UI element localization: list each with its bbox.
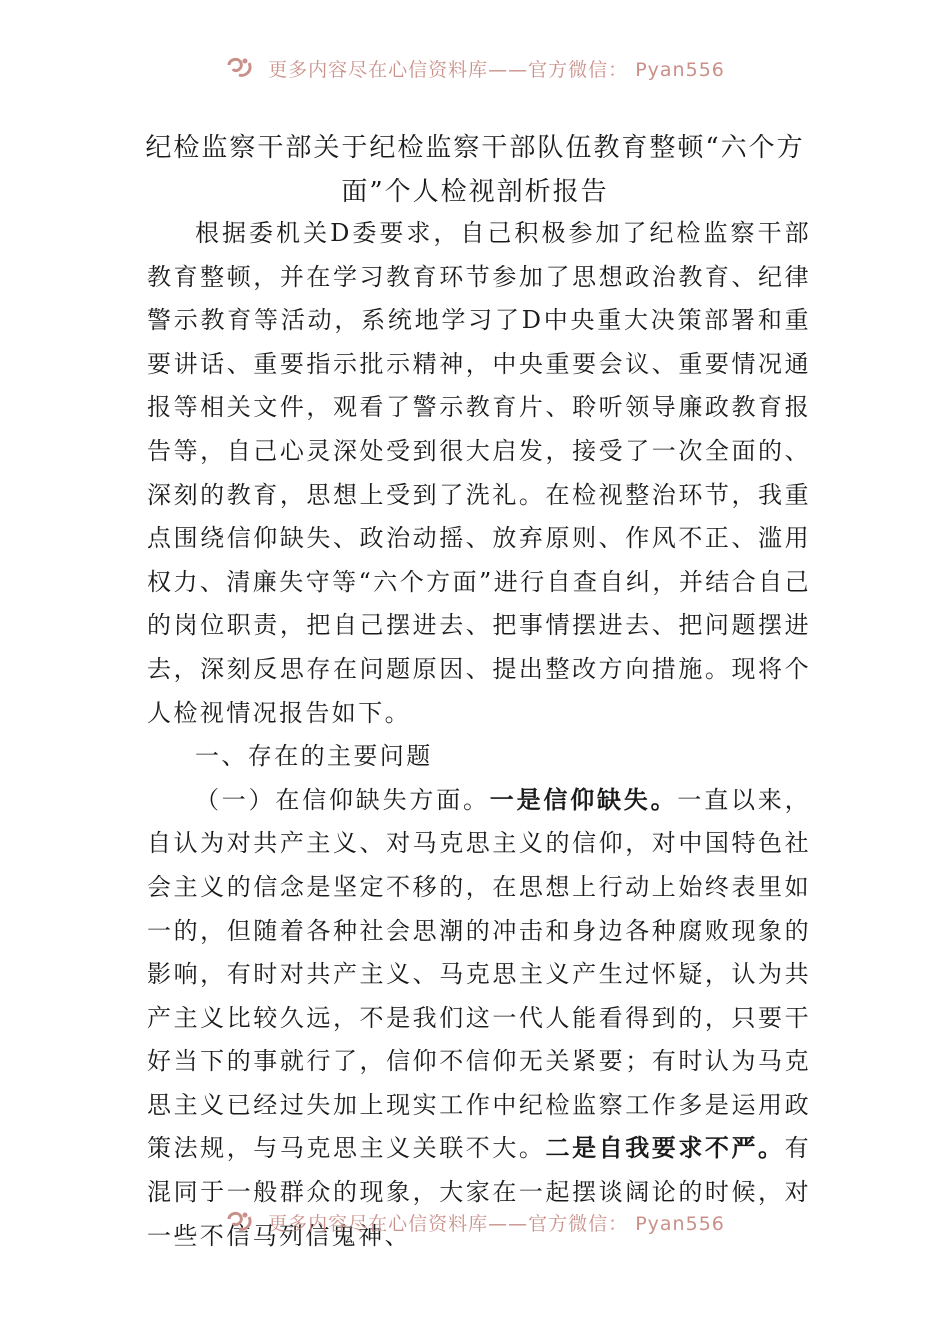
- watermark-logo-icon: [225, 55, 255, 86]
- document-title: [120, 126, 830, 214]
- subsection-lead: （一）在信仰缺失方面。: [195, 785, 490, 814]
- document-body: [147, 212, 811, 1258]
- section-heading-1: 一、存在的主要问题: [195, 742, 433, 771]
- point-2-label: 二是自我要求不严。: [545, 1134, 785, 1163]
- watermark-text: 更多内容尽在心信资料库——官方微信： Pyan556: [268, 59, 725, 81]
- title-line-1: 纪检监察干部关于纪检监察干部队伍教育整顿“六个方: [145, 133, 805, 163]
- point-2-text: 有混同于一般群众的现象，大家在一起摆谈阔论的时候，对一些不信马列信鬼神、: [147, 1134, 811, 1250]
- watermark-text: 更多内容尽在心信资料库——官方微信： Pyan556: [268, 1213, 725, 1235]
- point-1-label: 一是信仰缺失。: [489, 785, 678, 814]
- intro-paragraph: 根据委机关D委要求，自己积极参加了纪检监察干部教育整顿，并在学习教育环节参加了思想政治教育、纪律警示教育等活动，系统地学习了D中央重大决策部署和重要讲话、重要指示批示精神，中央重要会议、重要情况通报等相关文件，观看了警示教育片、聆听领导廉政教育报告等，自己心灵深处受到很大启发，接受了一次全面的、深刻的教育，思想上受到了洗礼。在检视整治环节，我重点围绕信仰缺失、政治动摇、放弃原则、作风不正、滥用权力、清廉失守等“六个方面”进行自查自纠，并结合自己的岗位职责，把自己摆进去、把事情摆进去、把问题摆进去，深刻反思存在问题原因、提出整改方向措施。现将个人检视情况报告如下。: [147, 219, 811, 727]
- header-watermark: [0, 52, 950, 92]
- subsection-paragraph-1: [147, 779, 811, 1259]
- footer-watermark: [0, 1206, 950, 1246]
- watermark-logo-icon: [225, 1209, 255, 1240]
- point-1-text: 一直以来，自认为对共产主义、对马克思主义的信仰，对中国特色社会主义的信念是坚定不移的，在思想上行动上始终表里如一的，但随着各种社会思潮的冲击和身边各种腐败现象的影响，有时对共产主义、马克思主义产生过怀疑，认为共产主义比较久远，不是我们这一代人能看得到的，只要干好当下的事就行了，信仰不信仰无关紧要；有时认为马克思主义已经过失加上现实工作中纪检监察工作多是运用政策法规，与马克思主义关联不大。: [147, 785, 811, 1163]
- title-line-2: 面”个人检视剖析报告: [341, 177, 609, 207]
